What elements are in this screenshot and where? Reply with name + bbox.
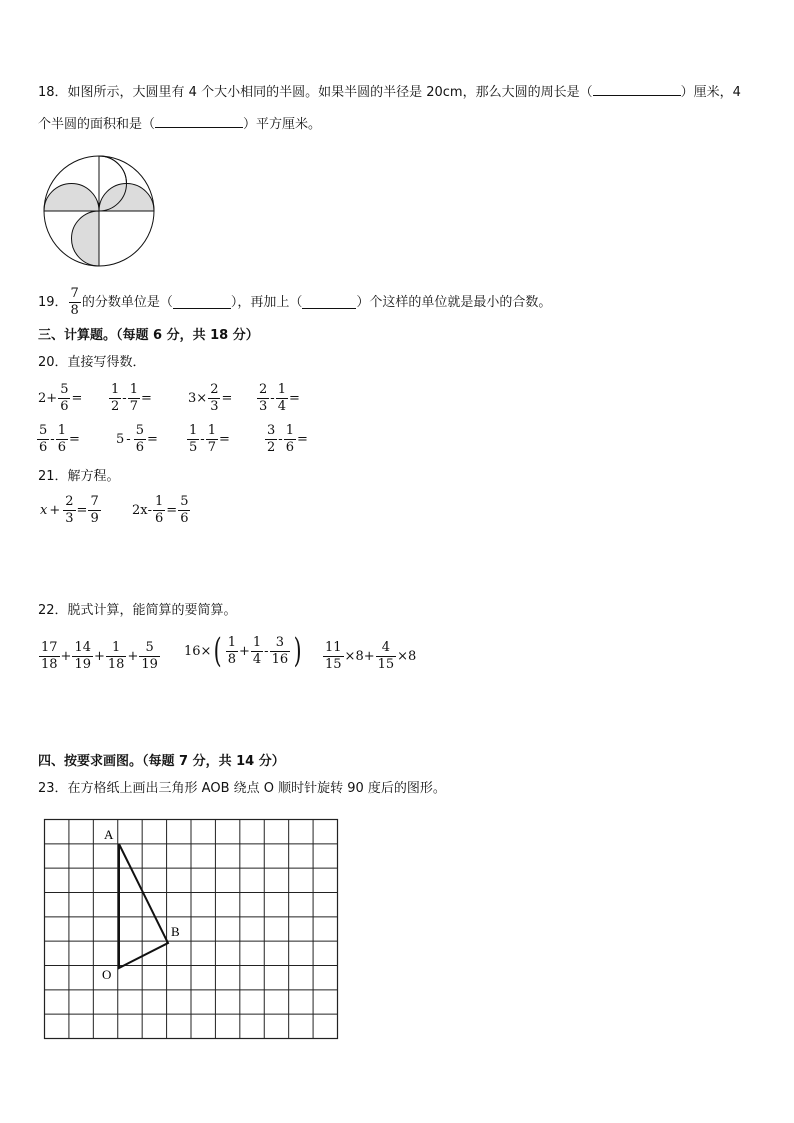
q18-line2 [38,115,321,134]
semicircle-bottom [72,211,100,266]
section4-heading: 四、按要求画图。（每题 7 分，共 14 分） [38,754,285,769]
label-o: O [102,967,112,982]
label-a: A [104,827,114,842]
q18-line1 [38,83,741,102]
q19-answer-blank-2[interactable] [302,296,356,309]
q19-answer-blank-1[interactable] [173,296,231,309]
q18-line2-pre: 个半圆的面积和是（ [38,117,156,132]
q20-expr-1-3: 3 × $\frac{2}{3}$ = [188,382,233,414]
q20-expr-2-3: $\frac{1}{5}$ - $\frac{1}{7}$ = [189,423,230,455]
q23-grid-paper[interactable] [40,815,342,1043]
q23-title: 23．在方格纸上画出三角形 AOB 绕点 O 顺时针旋转 90 度后的图形。 [38,781,446,796]
q18-line2-post: ）平方厘米。 [243,117,322,132]
q22-expression-2: 16× ( $\frac{1}{8}$ + $\frac{1}{4}$ - $\frac{3}{16}$ ) [184,631,302,671]
q22-title: 22．脱式计算，能简算的要简算。 [38,603,237,618]
q21-equation-1: x + $\frac{2}{3}$ = $\frac{7}{9}$ [40,494,99,526]
q19-prefix: 19． [38,294,68,310]
label-b: B [171,924,180,939]
q20-title: 20．直接写得数． [38,355,146,370]
q18-answer-blank-1[interactable] [593,83,681,96]
q20-expr-2-2: 5 - $\frac{5}{6}$ = [116,423,158,455]
q18-answer-blank-2[interactable] [155,115,243,128]
semicircle-left [44,184,99,211]
q21-title: 21．解方程。 [38,469,120,484]
q20-expr-2-4: $\frac{3}{2}$ - $\frac{1}{6}$ = [267,423,308,455]
q19-fraction: $\frac{7}{8}$ [70,286,79,318]
q21-equation-2: 2x - $\frac{1}{6}$ = $\frac{5}{6}$ [132,494,189,526]
q20-expr-1-1: 2 + $\frac{5}{6}$ = [38,382,83,414]
q22-expression-3: $\frac{11}{15}$ ×8+ $\frac{4}{15}$ ×8 [325,640,417,672]
q19-text1: 的分数单位是（ [81,294,173,310]
q20-expr-1-2: $\frac{1}{2}$ - $\frac{1}{7}$ = [111,382,152,414]
grid-lines [45,820,338,1039]
q18-circle-figure [42,154,156,268]
triangle-aob [119,844,168,968]
q18-line1-pre: 18．如图所示，大圆里有 4 个大小相同的半圆。如果半圆的半径是 20cm，那么大圆的周长是（ [38,85,593,100]
q19-text3: ）个这样的单位就是最小的合数。 [356,294,552,310]
q18-line1-post: ）厘米，4 [680,85,741,100]
q20-expr-1-4: $\frac{2}{3}$ - $\frac{1}{4}$ = [259,382,300,414]
section3-heading: 三、计算题。（每题 6 分，共 18 分） [38,328,259,343]
q20-expr-2-1: $\frac{5}{6}$ - $\frac{1}{6}$ = [39,423,80,455]
q19-text2: ），再加上（ [230,294,303,310]
q19-line [38,286,551,319]
q22-expression-1: $\frac{17}{18}$ + $\frac{14}{19}$ + $\frac{1}{18}$ + $\frac{5}{19}$ [41,640,158,672]
